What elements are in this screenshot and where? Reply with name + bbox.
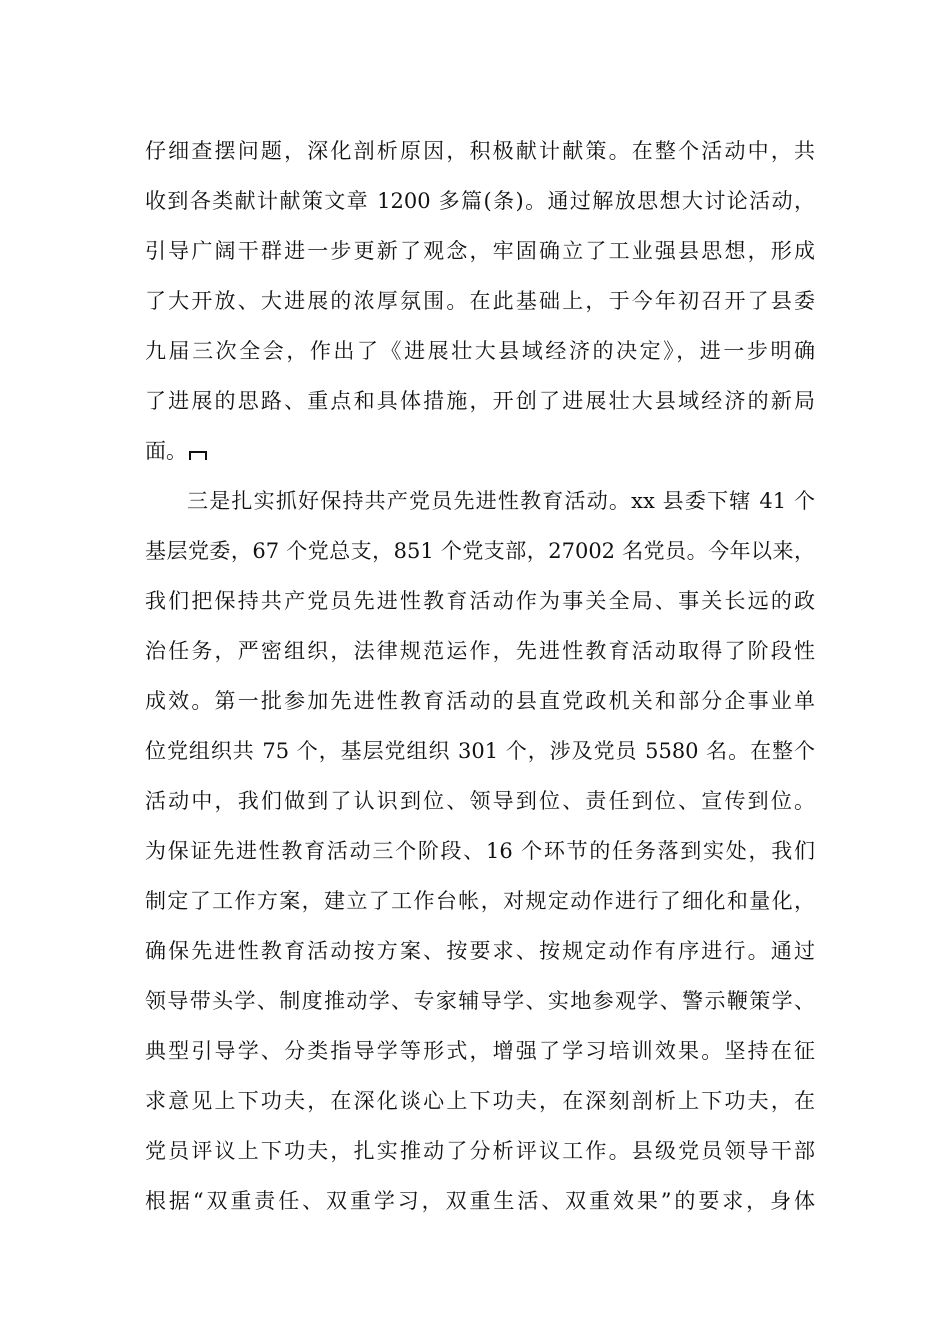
paragraph-1-line-2: 收到各类献计献策文章 1200 多篇(条)。通过解放思想大讨论活动， — [145, 189, 815, 213]
paragraph-2-line-4: 治任务，严密组织，法律规范运作，先进性教育活动取得了阶段性 — [145, 639, 815, 663]
paragraph-1-line-5: 九届三次全会，作出了《进展壮大县域经济的决定》，进一步明确 — [145, 339, 815, 363]
paragraph-2-line-9: 制定了工作方案，建立了工作台帐，对规定动作进行了细化和量化， — [145, 889, 815, 913]
paragraph-2-line-2: 基层党委，67 个党总支，851 个党支部，27002 名党员。今年以来， — [145, 539, 815, 563]
paragraph-2-line-3: 我们把保持共产党员先进性教育活动作为事关全局、事关长远的政 — [145, 589, 815, 613]
paragraph-1-line-6: 了进展的思路、重点和具体措施，开创了进展壮大县域经济的新局 — [145, 389, 815, 413]
paragraph-2-line-7: 活动中，我们做到了认识到位、领导到位、责任到位、宣传到位。 — [145, 789, 815, 813]
paragraph-2-line-11: 领导带头学、制度推动学、专家辅导学、实地参观学、警示鞭策学、 — [145, 989, 815, 1013]
paragraph-2-line-6: 位党组织共 75 个，基层党组织 301 个，涉及党员 5580 名。在整个 — [145, 739, 815, 763]
paragraph-2-line-8: 为保证先进性教育活动三个阶段、16 个环节的任务落到实处，我们 — [145, 839, 815, 863]
paragraph-2-line-14: 党员评议上下功夫，扎实推动了分析评议工作。县级党员领导干部 — [145, 1139, 815, 1163]
paragraph-2-line-10: 确保先进性教育活动按方案、按要求、按规定动作有序进行。通过 — [145, 939, 815, 963]
paragraph-1-line-4: 了大开放、大进展的浓厚氛围。在此基础上，于今年初召开了县委 — [145, 289, 815, 313]
paragraph-2-line-15: 根据“双重责任、双重学习，双重生活、双重效果”的要求，身体 — [145, 1189, 815, 1213]
paragraph-2-line-5: 成效。第一批参加先进性教育活动的县直党政机关和部分企事业单 — [145, 689, 815, 713]
paragraph-2-line-12: 典型引导学、分类指导学等形式，增强了学习培训效果。坚持在征 — [145, 1039, 815, 1063]
paragraph-1-line-7: 面。 — [145, 439, 187, 463]
paragraph-1-line-3: 引导广阔干群进一步更新了观念，牢固确立了工业强县思想，形成 — [145, 239, 815, 263]
paragraph-2-line-13: 求意见上下功夫，在深化谈心上下功夫，在深刻剖析上下功夫，在 — [145, 1089, 815, 1113]
paragraph-2-line-1: 三是扎实抓好保持共产党员先进性教育活动。xx 县委下辖 41 个 — [187, 489, 815, 513]
paragraph-1-line-1: 仔细查摆问题，深化剖析原因，积极献计献策。在整个活动中，共 — [145, 139, 815, 163]
edit-mark-icon — [189, 451, 207, 460]
